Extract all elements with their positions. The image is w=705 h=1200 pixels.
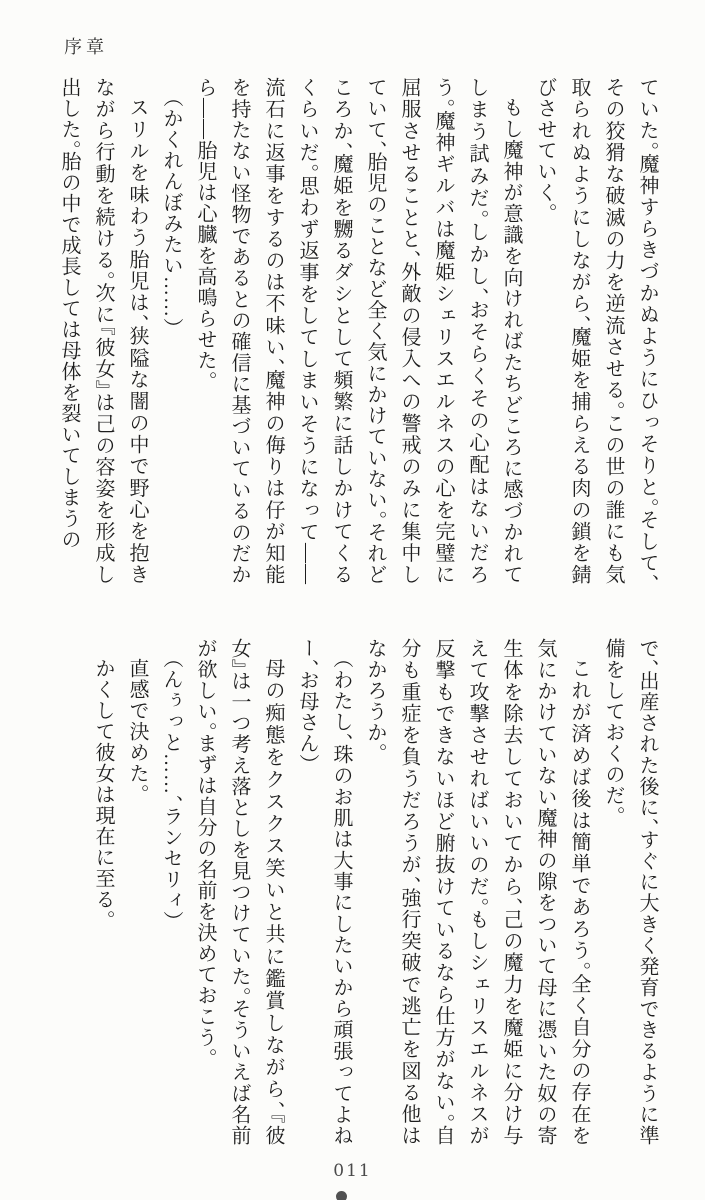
paragraph: もし魔神が意識を向ければたちどころに感づかれてしまう試みだ。しかし、おそらくその心配はないだろう。魔神ギルバは魔姫シェリスエルネスの心を完璧に屈服させることと、外敵の侵入への警戒のみに集中していて、胎児のことなど全く気にかけていない。それどころか、魔姫を嬲るダシとして頻繁に話しかけてくるくらいだ。思わず返事をしてしまいそうになって――流石に返事をするのは不味い、魔神の侮りは仔が知能を持たない怪物であるとの確信に基づいているのだから――胎児は心臓を高鳴らせた。 bbox=[194, 77, 522, 586]
paragraph: 母の痴態をクスクス笑いと共に鑑賞しながら、『彼女』は一つ考え落としを見つけていた。そういえば名前が欲しい。まずは自分の名前を決めておこう。 bbox=[194, 638, 284, 1146]
paragraph: 直感で決めた。 bbox=[126, 658, 148, 795]
page-number: 011 bbox=[333, 1161, 372, 1181]
text-block-top bbox=[46, 77, 664, 585]
paragraph: で、出産された後に、すぐに大きく発育できるように準備をしておくのだ。 bbox=[602, 638, 658, 1146]
paragraph: （かくれんぼみたい……） bbox=[160, 97, 182, 329]
paragraph: ていた。魔神すらきづかぬようにひっそりと。そして、その狡猾な破滅の力を逆流させる。この世の誰にも気取られぬようにしながら、魔姫を捕らえる肉の鎖を錆びさせていく。 bbox=[534, 77, 658, 586]
paragraph: スリルを味わう胎児は、狭隘な闇の中で野心を抱きながら行動を続ける。次に『彼女』は己の容姿を形成し出した。胎の中で成長しては母体を裂いてしまうの bbox=[58, 77, 148, 586]
paragraph: （んぅっと……、ランセリィ） bbox=[160, 658, 182, 922]
paragraph: かくして彼女は現在に至る。 bbox=[92, 658, 114, 921]
section-marker-dot bbox=[336, 1191, 347, 1200]
paragraph: （わたし、珠のお肌は大事にしたいから頑張ってよねー、お母さん） bbox=[296, 638, 352, 1146]
paragraph: これが済めば後は簡単であろう。全く自分の存在を気にかけていない魔神の隙をついて母に憑いた奴の寄生体を除去しておいてから、己の魔力を魔姫に分け与えて攻撃させればいいのだ。もしシェリスエルネスが反撃もできないほど腑抜けているなら仕方がない。自分も重症を負うだろうが、強行突破で逃亡を図る他はなかろうか。 bbox=[364, 638, 590, 1147]
chapter-title: 序章 bbox=[64, 37, 108, 57]
text-block-bottom bbox=[46, 638, 664, 1146]
